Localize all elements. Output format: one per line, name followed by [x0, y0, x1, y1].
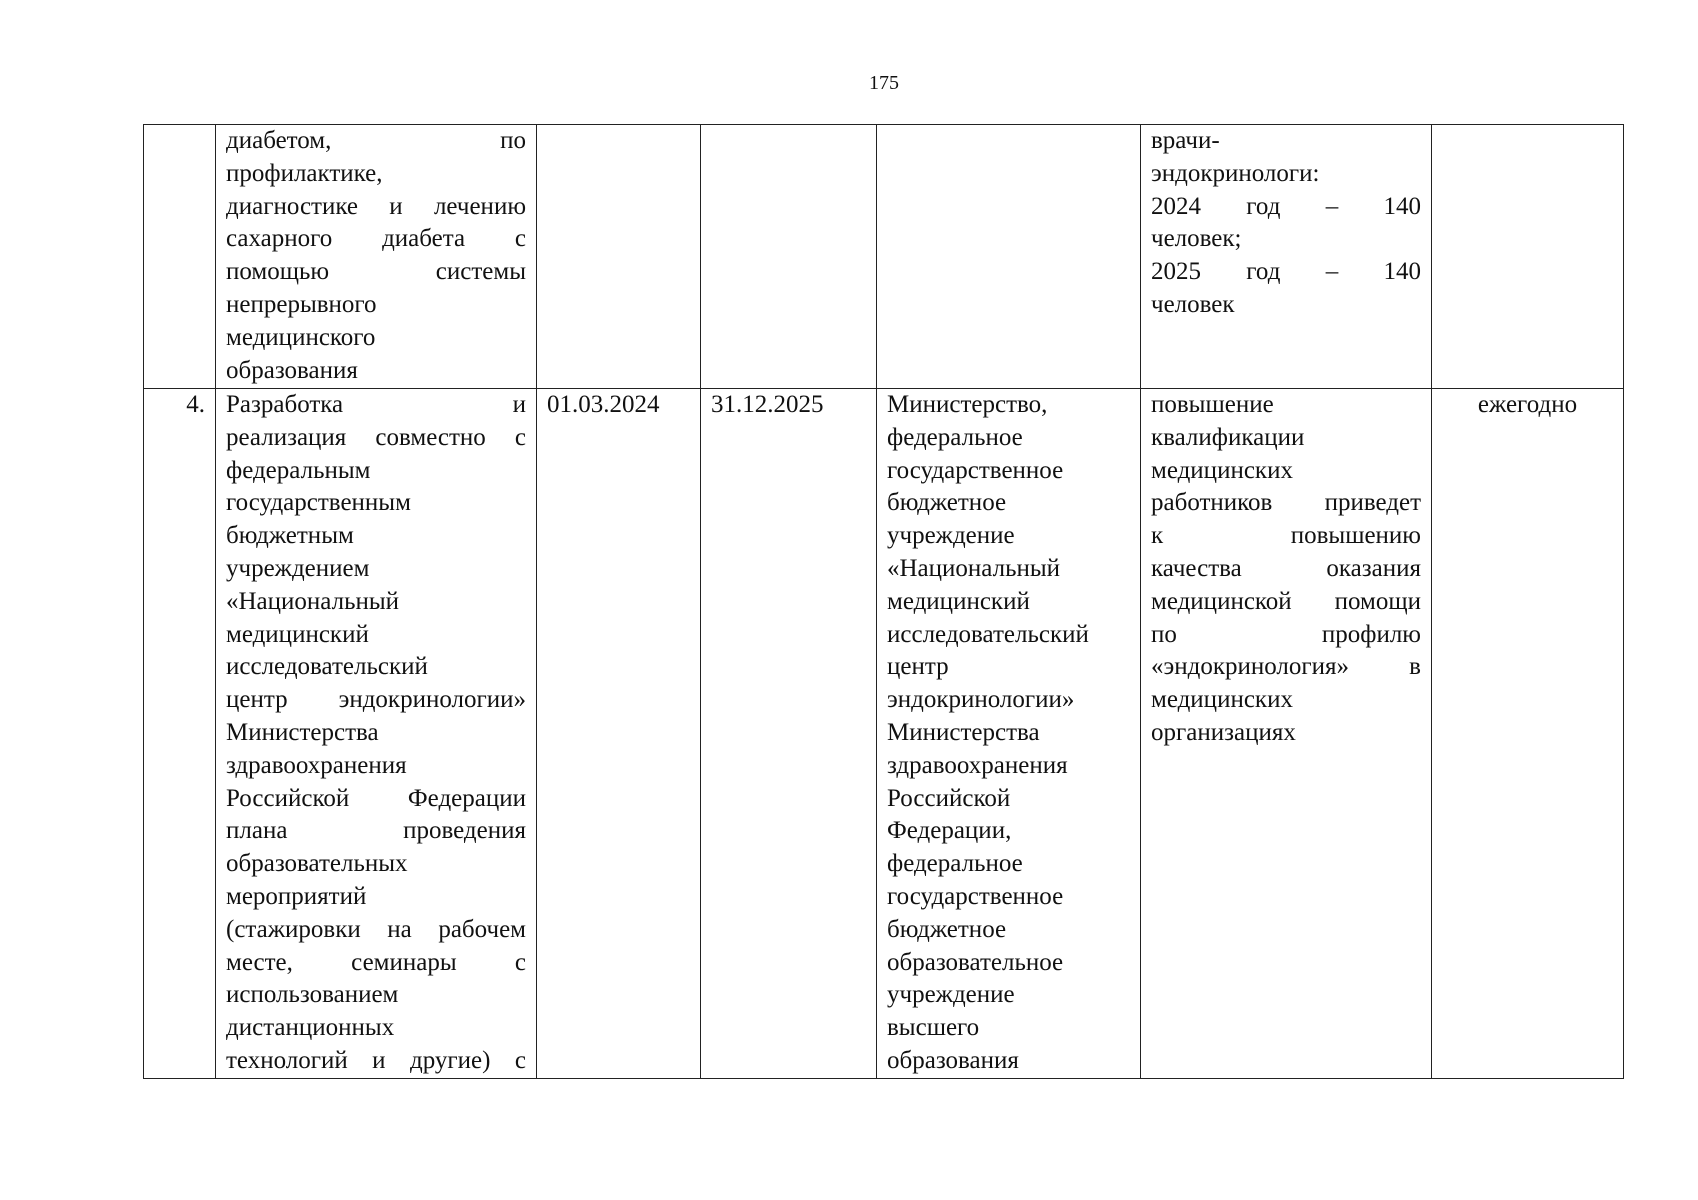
description-line: бюджетным — [226, 522, 354, 550]
start-date-cell: 01.03.2024 — [537, 389, 701, 1079]
responsible-line: исследовательский — [887, 620, 1089, 648]
responsible-line: Федерации, — [887, 817, 1012, 845]
table-row — [144, 389, 1624, 1079]
description-line: медицинский — [226, 620, 369, 648]
result-line: 2025 год – 140 — [1151, 258, 1421, 286]
row-number-cell: 4. — [144, 389, 216, 1079]
result-line: медицинских — [1151, 456, 1293, 484]
result-cell — [1141, 125, 1432, 389]
responsible-line: центр — [887, 653, 949, 681]
description-line: (стажировки на рабочем — [226, 915, 526, 943]
description-line: Министерства — [226, 718, 379, 746]
responsible-line: образования — [887, 1046, 1019, 1074]
result-line: организациях — [1151, 718, 1296, 746]
end-date-cell — [701, 125, 877, 389]
description-line: государственным — [226, 489, 411, 517]
description-line: «Национальный — [226, 587, 400, 615]
description-line: сахарного диабета с — [226, 225, 526, 253]
result-line: эндокринологи: — [1151, 159, 1320, 187]
row-number-cell — [144, 125, 216, 389]
frequency-cell — [1432, 125, 1624, 389]
description-line: помощью системы — [226, 258, 526, 286]
responsible-line: Министерство, — [887, 391, 1048, 418]
result-line: 2024 год – 140 — [1151, 192, 1421, 220]
responsible-line: бюджетное — [887, 915, 1007, 943]
end-date-cell: 31.12.2025 — [701, 389, 877, 1079]
description-line: образования — [226, 356, 358, 384]
responsible-line: Российской — [887, 784, 1011, 812]
result-line: к повышению — [1151, 522, 1421, 550]
result-line: врачи- — [1151, 127, 1220, 154]
responsible-line: учреждение — [887, 981, 1015, 1009]
description-line: здравоохранения — [226, 751, 407, 779]
responsible-line: эндокринологии» — [887, 686, 1075, 714]
result-line: качества оказания — [1151, 554, 1421, 582]
result-line: работников приведет — [1151, 489, 1421, 517]
description-cell — [216, 389, 537, 1079]
responsible-line: федеральное — [887, 850, 1023, 878]
plan-table — [143, 124, 1624, 1079]
description-line: исследовательский — [226, 653, 428, 681]
description-line: реализация совместно с — [226, 423, 526, 451]
description-line: образовательных — [226, 850, 408, 878]
description-line: Разработка и — [226, 391, 526, 418]
responsible-line: «Национальный — [887, 554, 1061, 582]
responsible-line: Министерства — [887, 718, 1040, 746]
result-line: человек; — [1151, 225, 1242, 253]
description-line: федеральным — [226, 456, 371, 484]
description-line: дистанционных — [226, 1014, 395, 1042]
responsible-line: образовательное — [887, 948, 1064, 976]
start-date-cell — [537, 125, 701, 389]
responsible-line: высшего — [887, 1014, 980, 1042]
result-line: по профилю — [1151, 620, 1421, 648]
responsible-line: государственное — [887, 456, 1064, 484]
description-line: Российской Федерации — [226, 784, 526, 812]
description-line: диабетом, по — [226, 127, 526, 154]
description-line: использованием — [226, 981, 399, 1009]
result-line: повышение — [1151, 391, 1274, 418]
description-line: профилактике, — [226, 159, 383, 187]
description-line: учреждением — [226, 554, 370, 582]
description-line: технологий и другие) с — [226, 1046, 526, 1074]
responsible-line: здравоохранения — [887, 751, 1068, 779]
responsible-cell — [877, 389, 1141, 1079]
result-line: «эндокринология» в — [1151, 653, 1421, 681]
description-line: мероприятий — [226, 882, 367, 910]
description-line: месте, семинары с — [226, 948, 526, 976]
responsible-line: бюджетное — [887, 489, 1007, 517]
result-line: медицинских — [1151, 686, 1293, 714]
description-line: центр эндокринологии» — [226, 686, 526, 714]
responsible-line: государственное — [887, 882, 1064, 910]
frequency-cell: ежегодно — [1432, 389, 1624, 1079]
description-line: диагностике и лечению — [226, 192, 526, 220]
page-number: 175 — [869, 72, 899, 94]
responsible-line: учреждение — [887, 522, 1015, 550]
description-cell — [216, 125, 537, 389]
description-line: медицинского — [226, 323, 376, 351]
result-line: квалификации — [1151, 423, 1305, 451]
responsible-cell — [877, 125, 1141, 389]
description-line: непрерывного — [226, 290, 377, 318]
table-row — [144, 125, 1624, 389]
result-cell — [1141, 389, 1432, 1079]
result-line: медицинской помощи — [1151, 587, 1421, 615]
result-line: человек — [1151, 290, 1235, 318]
responsible-line: федеральное — [887, 423, 1023, 451]
description-line: плана проведения — [226, 817, 526, 845]
responsible-line: медицинский — [887, 587, 1030, 615]
